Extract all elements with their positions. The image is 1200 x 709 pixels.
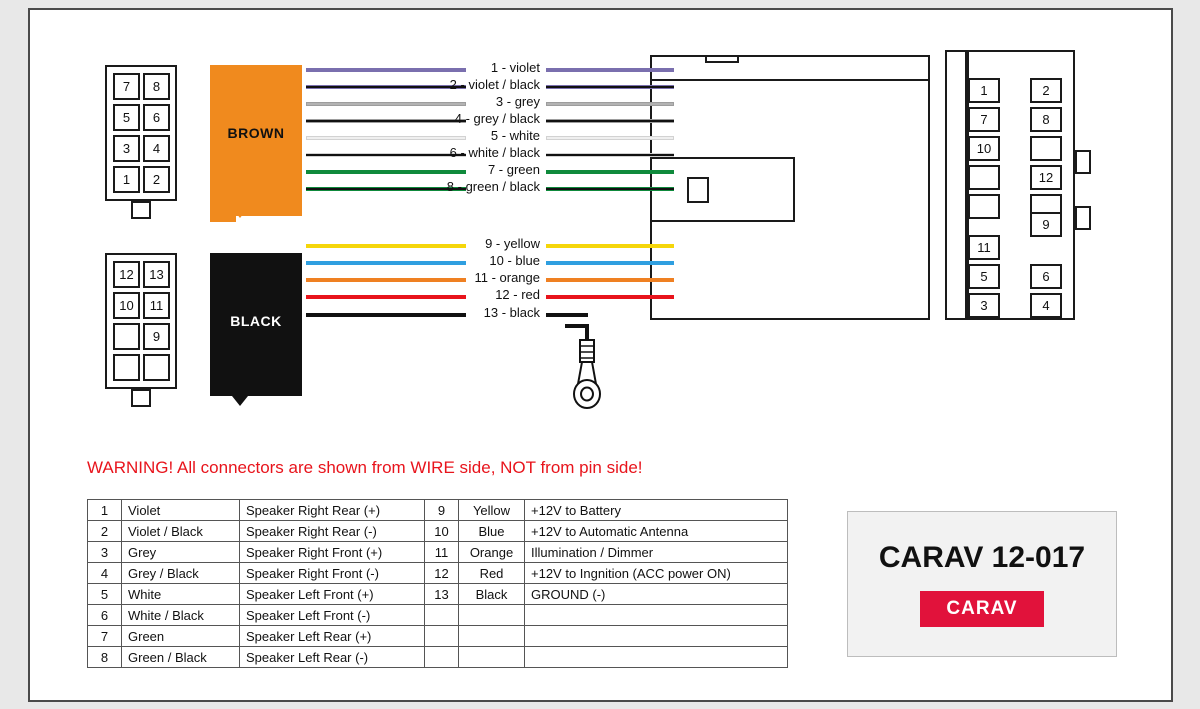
brown-pin-cell (143, 166, 170, 193)
wire-label-3: 3 - grey (495, 94, 540, 109)
cell-wire-color-2 (459, 626, 525, 647)
cell-function: Speaker Right Rear (+) (240, 500, 425, 521)
cell-function-2: GROUND (-) (525, 584, 788, 605)
right-pin-cell (968, 194, 1000, 219)
wire-8-right-stripe (546, 188, 674, 190)
pin-label: 1 (122, 172, 131, 187)
cell-wire-color: Green (122, 626, 240, 647)
black-pin-cell (143, 292, 170, 319)
pin-label: 12 (119, 267, 134, 282)
right-pin-cell (968, 293, 1000, 318)
cell-wire-color: Green / Black (122, 647, 240, 668)
cell-wire-color: Grey (122, 542, 240, 563)
cell-function-2 (525, 647, 788, 668)
right-connector-ear-top (1075, 150, 1091, 174)
cell-function: Speaker Left Rear (+) (240, 626, 425, 647)
cell-function: Speaker Left Rear (-) (240, 647, 425, 668)
black-pin-cell (143, 323, 170, 350)
cell-function-2: Illumination / Dimmer (525, 542, 788, 563)
brown-label: BROWN (227, 124, 285, 141)
pin-label: 12 (1038, 170, 1054, 185)
table-row (88, 647, 788, 668)
cell-pin-number-2: 12 (425, 563, 459, 584)
cell-pin-number: 6 (88, 605, 122, 626)
wire-11-right (546, 278, 674, 282)
cell-pin-number-2 (425, 605, 459, 626)
pin-label: 7 (980, 112, 988, 127)
pin-label: 10 (119, 298, 134, 313)
cell-function-2 (525, 626, 788, 647)
wire-2-right-stripe (546, 86, 674, 88)
pin-label: 2 (1042, 83, 1050, 98)
brown-pin-cell (143, 104, 170, 131)
wire-label-2: 2 - violet / black (449, 77, 540, 92)
wire-label-4: 4 - grey / black (454, 111, 540, 126)
cell-wire-color-2 (459, 605, 525, 626)
brown-pin-cell (113, 166, 140, 193)
cell-function-2 (525, 605, 788, 626)
black-pin-cell (113, 354, 140, 381)
wire-label-6: 6 - white / black (449, 145, 540, 160)
pin-label: 6 (152, 110, 161, 125)
cell-pin-number-2 (425, 647, 459, 668)
right-pin-cell (1030, 78, 1062, 103)
ground-ring-terminal-icon (565, 310, 635, 420)
brand-box (847, 511, 1117, 657)
pin-label: 9 (1042, 217, 1050, 232)
black-pin-cell (113, 261, 140, 288)
cell-pin-number-2: 10 (425, 521, 459, 542)
right-pin-cell (1030, 212, 1062, 237)
pin-label: 5 (980, 269, 988, 284)
wire-6-right-stripe (546, 154, 674, 156)
table-row (88, 605, 788, 626)
pin-label: 3 (980, 298, 988, 313)
wire-label-1: 1 - violet (490, 60, 540, 75)
pin-label: 4 (1042, 298, 1050, 313)
wire-10-right (546, 261, 674, 265)
pin-label: 2 (152, 172, 161, 187)
right-pin-cell (1030, 107, 1062, 132)
brown-pin-cell (113, 104, 140, 131)
right-pin-cell (968, 264, 1000, 289)
right-pin-cell (968, 107, 1000, 132)
pin-label: 5 (122, 110, 131, 125)
cell-function: Speaker Left Front (-) (240, 605, 425, 626)
right-pin-cell (968, 136, 1000, 161)
product-code: CARAV 12-017 (878, 541, 1086, 574)
wire-5-right (546, 136, 674, 140)
cell-pin-number-2 (425, 626, 459, 647)
cell-pin-number: 5 (88, 584, 122, 605)
brown-pin-cell (143, 135, 170, 162)
wire-label-10: 10 - blue (489, 253, 540, 268)
wire-label-8: 8 - green / black (446, 179, 540, 194)
cell-pin-number: 1 (88, 500, 122, 521)
cell-wire-color: White / Black (122, 605, 240, 626)
brown-arrow-icon (210, 196, 310, 228)
right-pin-cell (968, 78, 1000, 103)
cell-wire-color: Violet / Black (122, 521, 240, 542)
pin-label: 8 (1042, 112, 1050, 127)
wire-label-12: 12 - red (495, 287, 540, 302)
right-pin-cell (968, 165, 1000, 190)
cell-function: Speaker Right Front (-) (240, 563, 425, 584)
black-arrow-icon (210, 384, 310, 416)
wire-1-right (546, 68, 674, 72)
right-pin-cell (968, 235, 1000, 260)
cell-pin-number: 7 (88, 626, 122, 647)
wire-label-13: 13 - black (483, 305, 540, 320)
table-row (88, 584, 788, 605)
right-pin-cell (1030, 136, 1062, 161)
carav-logo: CARAV (920, 591, 1043, 627)
brown-pin-cell (113, 73, 140, 100)
cell-wire-color-2: Yellow (459, 500, 525, 521)
right-pin-cell (1030, 293, 1062, 318)
cell-function-2: +12V to Ingnition (ACC power ON) (525, 563, 788, 584)
wire-label-5: 5 - white (490, 128, 540, 143)
cell-wire-color: Violet (122, 500, 240, 521)
pin-label: 9 (152, 329, 161, 344)
right-connector-ear-bottom (1075, 206, 1091, 230)
cell-function: Speaker Right Front (+) (240, 542, 425, 563)
cell-function-2: +12V to Battery (525, 500, 788, 521)
pin-label: 11 (977, 240, 991, 255)
black-connector-block (210, 253, 302, 388)
pin-label: 11 (149, 298, 164, 313)
diagram-canvas (30, 10, 1171, 700)
cell-pin-number: 3 (88, 542, 122, 563)
right-pin-cell (1030, 264, 1062, 289)
wire-12-right (546, 295, 674, 299)
cell-pin-number: 2 (88, 521, 122, 542)
black-pin-cell (143, 354, 170, 381)
table-row (88, 542, 788, 563)
head-unit-notch (705, 55, 739, 63)
cell-function: Speaker Right Rear (-) (240, 521, 425, 542)
pin-label: 3 (122, 141, 131, 156)
cell-wire-color-2: Orange (459, 542, 525, 563)
pin-label: 10 (976, 141, 992, 156)
pin-label: 6 (1042, 269, 1050, 284)
brown-pin-cell (113, 135, 140, 162)
pinout-table (87, 499, 788, 668)
cell-pin-number-2: 11 (425, 542, 459, 563)
pin-label: 7 (122, 79, 131, 94)
cell-wire-color: White (122, 584, 240, 605)
table-row (88, 626, 788, 647)
pin-label: 13 (149, 267, 164, 282)
cell-pin-number: 4 (88, 563, 122, 584)
table-row (88, 500, 788, 521)
cell-function-2: +12V to Automatic Antenna (525, 521, 788, 542)
head-unit-top-strip (650, 55, 930, 81)
black-pin-cell (143, 261, 170, 288)
wire-9-right (546, 244, 674, 248)
wire-7-right (546, 170, 674, 174)
cell-wire-color-2 (459, 647, 525, 668)
pin-label: 4 (152, 141, 161, 156)
cell-wire-color-2: Black (459, 584, 525, 605)
brown-connector-block (210, 65, 302, 200)
brown-connector-tab (131, 201, 151, 219)
black-pin-cell (113, 323, 140, 350)
cell-wire-color-2: Blue (459, 521, 525, 542)
wire-3-right (546, 102, 674, 106)
wire-label-9: 9 - yellow (485, 236, 540, 251)
right-pin-cell (1030, 165, 1062, 190)
cell-pin-number-2: 13 (425, 584, 459, 605)
black-label: BLACK (230, 312, 282, 329)
warning-text: WARNING! All connectors are shown from WIRE side, NOT from pin side! (87, 458, 643, 477)
cell-pin-number-2: 9 (425, 500, 459, 521)
cell-wire-color-2: Red (459, 563, 525, 584)
head-unit-button (687, 177, 709, 203)
cell-function: Speaker Left Front (+) (240, 584, 425, 605)
diagram-page (28, 8, 1173, 702)
cell-wire-color: Grey / Black (122, 563, 240, 584)
table-row (88, 521, 788, 542)
wire-4-right-stripe (546, 120, 674, 122)
pin-label: 8 (152, 79, 161, 94)
black-pin-cell (113, 292, 140, 319)
cell-pin-number: 8 (88, 647, 122, 668)
black-connector-tab (131, 389, 151, 407)
wire-label-7: 7 - green (487, 162, 540, 177)
wire-label-11: 11 - orange (474, 270, 540, 285)
pin-label: 1 (980, 83, 988, 98)
brown-pin-cell (143, 73, 170, 100)
table-row (88, 563, 788, 584)
